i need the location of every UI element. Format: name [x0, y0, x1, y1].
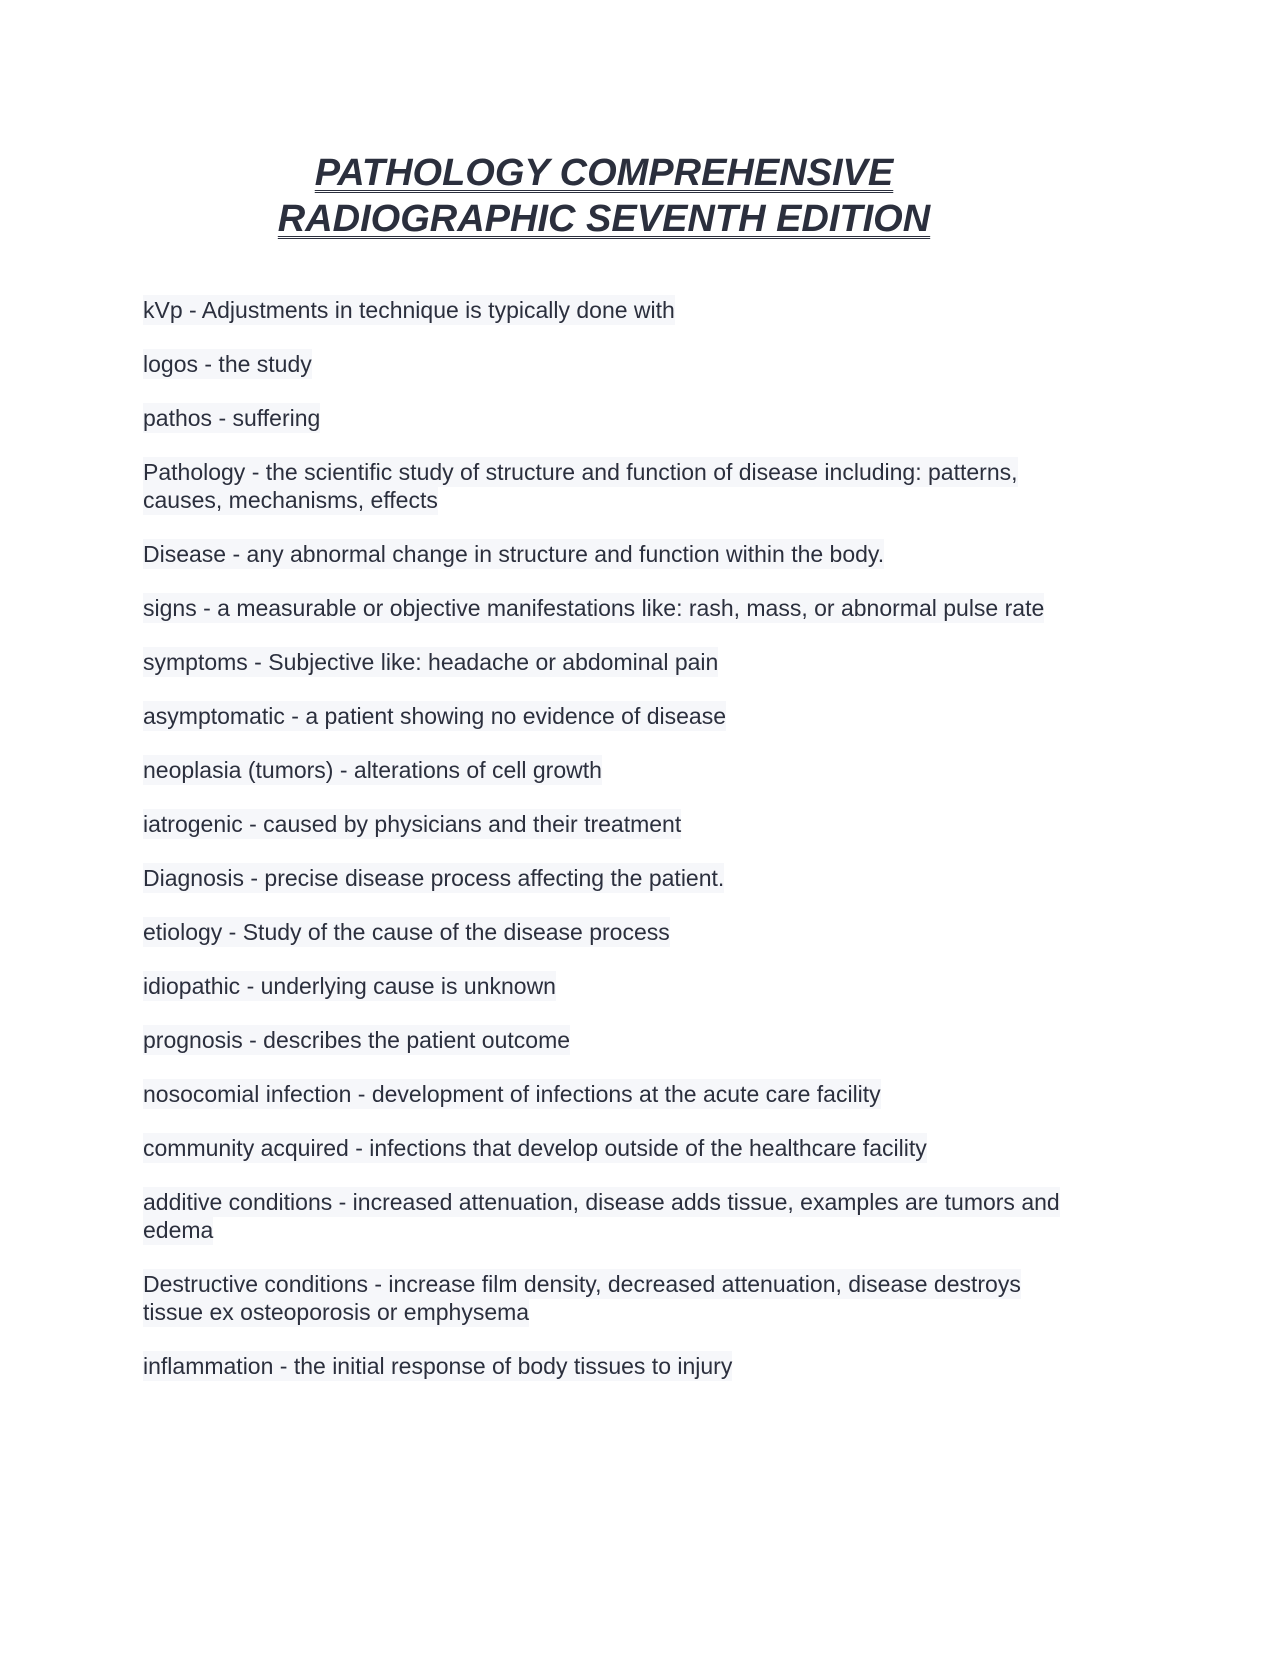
definition-entry: [143, 404, 1063, 432]
definition-entry: [143, 350, 1063, 378]
definition-text: pathos - suffering: [143, 405, 321, 431]
definition-text: idiopathic - underlying cause is unknown: [143, 973, 556, 999]
definition-text: Diagnosis - precise disease process affecting the patient.: [143, 865, 725, 891]
definition-entry: [143, 296, 1063, 324]
definition-text: nosocomial infection - development of infections at the acute care facility: [143, 1081, 881, 1107]
definition-entry: [143, 810, 1063, 838]
definition-entry: [143, 918, 1063, 946]
definition-text: neoplasia (tumors) - alterations of cell growth: [143, 757, 602, 783]
definition-entry: [143, 702, 1063, 730]
definition-entry: [143, 1188, 1063, 1244]
definition-text: symptoms - Subjective like: headache or abdominal pain: [143, 649, 719, 675]
title-line-1: PATHOLOGY COMPREHENSIVE: [314, 152, 894, 194]
definition-text: inflammation - the initial response of body tissues to injury: [143, 1353, 733, 1379]
definition-text: signs - a measurable or objective manifestations like: rash, mass, or abnormal pulse rate: [143, 595, 1045, 621]
definition-text: kVp - Adjustments in technique is typically done with: [143, 297, 675, 323]
definition-text: additive conditions - increased attenuation, disease adds tissue, examples are tumors and edema: [143, 1189, 1060, 1243]
definition-entry: [143, 458, 1063, 514]
definition-entry: [143, 1134, 1063, 1162]
definition-entry: [143, 1352, 1063, 1380]
title-line-2: RADIOGRAPHIC SEVENTH EDITION: [277, 198, 931, 240]
definition-entry: [143, 540, 1063, 568]
definition-entry: [143, 1080, 1063, 1108]
definition-entry: [143, 972, 1063, 1000]
definition-list: [143, 296, 1063, 1406]
definition-text: etiology - Study of the cause of the disease process: [143, 919, 670, 945]
definition-entry: [143, 1026, 1063, 1054]
definition-text: Disease - any abnormal change in structure and function within the body.: [143, 541, 885, 567]
definition-text: logos - the study: [143, 351, 312, 377]
definition-entry: [143, 756, 1063, 784]
definition-entry: [143, 864, 1063, 892]
definition-text: Destructive conditions - increase film density, decreased attenuation, disease destroys tissue ex osteoporosis or emphysema: [143, 1271, 1021, 1325]
document-title: [0, 150, 1208, 242]
definition-text: asymptomatic - a patient showing no evidence of disease: [143, 703, 726, 729]
definition-text: prognosis - describes the patient outcome: [143, 1027, 571, 1053]
definition-entry: [143, 648, 1063, 676]
definition-text: iatrogenic - caused by physicians and their treatment: [143, 811, 682, 837]
definition-text: community acquired - infections that develop outside of the healthcare facility: [143, 1135, 927, 1161]
definition-text: Pathology - the scientific study of structure and function of disease including: patterns, causes, mechanisms, effects: [143, 459, 1018, 513]
definition-entry: [143, 594, 1063, 622]
definition-entry: [143, 1270, 1063, 1326]
